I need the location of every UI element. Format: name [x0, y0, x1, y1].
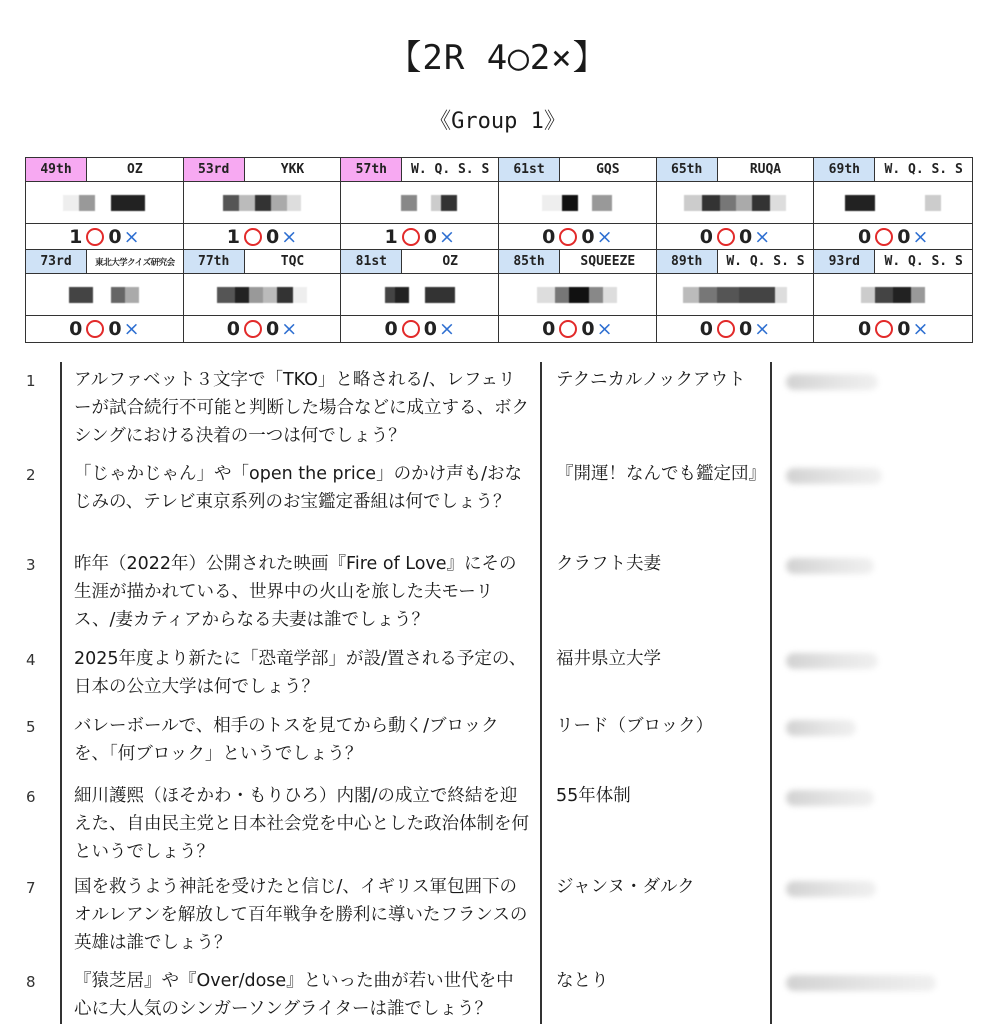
correct-count: 0 [384, 318, 398, 340]
correct-count: 1 [384, 225, 398, 248]
circle-icon [244, 320, 262, 338]
circle-icon [717, 228, 735, 246]
redaction-block [417, 195, 431, 211]
correct-count: 0 [699, 318, 714, 340]
redaction-block [263, 287, 277, 303]
player-name-redacted [184, 182, 341, 224]
player-header [184, 250, 341, 274]
player-header [341, 250, 498, 274]
correct-count: 0 [699, 225, 714, 248]
seed-label: 53rd [184, 158, 245, 181]
player-name-redacted [499, 274, 656, 316]
player-header [657, 158, 814, 182]
wrong-count-zero: 0 [423, 225, 437, 248]
team-label: W. Q. S. S [411, 162, 490, 177]
cross-icon: × [912, 225, 929, 248]
redaction-block [95, 195, 111, 211]
player-name-redacted [341, 182, 498, 224]
question-number: 6 [26, 788, 36, 806]
correct-count: 1 [226, 225, 241, 248]
redaction-block [537, 287, 555, 303]
player-header [814, 158, 972, 182]
redaction-block [93, 287, 111, 303]
redaction-block [395, 287, 409, 303]
redaction-block [223, 195, 239, 211]
redaction-block [736, 195, 752, 211]
redaction-block [63, 195, 79, 211]
player-name-redacted [341, 274, 498, 316]
redaction-block [702, 195, 720, 211]
redaction-block [431, 195, 441, 211]
player-score [26, 316, 183, 342]
question-number: 3 [26, 556, 36, 574]
cross-icon: × [281, 225, 298, 248]
question-text: 2025年度より新たに「恐竜学部」が設/置される予定の、日本の公立大学は何でしょう？ [74, 649, 527, 697]
redaction-block [717, 287, 739, 303]
correct-count: 0 [857, 318, 872, 340]
player-cell [341, 158, 499, 250]
player-cell [814, 158, 972, 250]
redaction-block [562, 195, 578, 211]
player-cell [26, 158, 184, 250]
seed-label: 49th [26, 158, 87, 181]
wrong-count-zero: 0 [897, 225, 911, 248]
team-label: W. Q. S. S [726, 254, 805, 269]
seed-label: 89th [657, 250, 718, 273]
redacted-note [786, 653, 878, 669]
player-header [184, 158, 341, 182]
redaction-block [592, 195, 612, 211]
wrong-count-zero: 0 [897, 318, 911, 340]
redaction-block [684, 195, 702, 211]
player-header [341, 158, 498, 182]
redaction-block [287, 195, 301, 211]
redaction-block [770, 195, 786, 211]
answer-text: テクニカルノックアウト [556, 370, 746, 390]
player-score [26, 224, 183, 249]
team-label: RUQA [749, 162, 782, 177]
player-header [657, 250, 814, 274]
seed-label: 93rd [814, 250, 875, 273]
wrong-count-zero: 0 [266, 318, 280, 340]
player-header [499, 250, 656, 274]
player-score [341, 224, 498, 249]
player-name-redacted [26, 274, 183, 316]
cross-icon: × [438, 225, 455, 248]
question-text: 『猿芝居』や『Over/dose』といった曲が若い世代を中心に大人気のシンガーソングライターは誰でしょう？ [74, 971, 514, 1019]
circle-icon [717, 320, 735, 338]
column-divider [770, 362, 772, 1024]
seed-label: 69th [814, 158, 875, 181]
redacted-note [786, 374, 878, 390]
player-score [184, 316, 341, 342]
player-header [814, 250, 972, 274]
player-score [657, 316, 814, 342]
wrong-count-zero: 0 [108, 318, 122, 340]
player-name-redacted [814, 182, 972, 224]
wrong-count-zero: 0 [739, 318, 753, 340]
circle-icon [86, 320, 104, 338]
circle-icon [875, 320, 893, 338]
redaction-block [293, 287, 307, 303]
redaction-block [217, 287, 235, 303]
redaction-block [569, 287, 589, 303]
redacted-note [786, 975, 936, 991]
wrong-count-zero: 0 [739, 225, 753, 248]
question-text: 国を救うよう神託を受けたと信じ/、イギリス軍包囲下のオルレアンを解放して百年戦争を勝利に導いたフランスの英雄は誰でしょう？ [74, 877, 528, 953]
page-title: 【2R 4◯2×】 [387, 38, 608, 78]
player-score [657, 224, 814, 249]
correct-count: 0 [542, 318, 556, 340]
team-label: OZ [442, 254, 458, 269]
redacted-note [786, 720, 856, 736]
player-cell [184, 158, 342, 250]
player-cell [499, 250, 657, 342]
question-text: 「じゃかじゃん」や「open the price」のかけ声も/おなじみの、テレビ東京系列のお宝鑑定番組は何でしょう？ [74, 464, 522, 512]
redaction-block [125, 287, 139, 303]
redaction-block [739, 287, 775, 303]
answer-text: ジャンヌ・ダルク [556, 877, 695, 897]
team-label: OZ [127, 162, 143, 177]
cross-icon: × [123, 225, 140, 248]
player-header [26, 250, 183, 274]
redaction-block [249, 287, 263, 303]
correct-count: 1 [69, 225, 83, 248]
player-score [184, 224, 341, 249]
redaction-block [845, 195, 875, 211]
player-name-redacted [499, 182, 656, 224]
answer-text: クラフト夫妻 [556, 554, 661, 574]
redaction-block [861, 287, 875, 303]
redaction-block [255, 195, 271, 211]
player-score [814, 224, 972, 249]
seed-label: 65th [657, 158, 718, 181]
redacted-note [786, 881, 876, 897]
player-header [499, 158, 656, 182]
circle-icon [875, 228, 893, 246]
correct-count: 0 [542, 225, 556, 248]
question-number: 1 [26, 372, 36, 390]
player-cell [26, 250, 184, 342]
redaction-block [752, 195, 770, 211]
redaction-block [911, 287, 925, 303]
question-number: 5 [26, 718, 36, 736]
player-cell [814, 250, 972, 342]
seed-label: 77th [184, 250, 245, 273]
team-label: W. Q. S. S [884, 162, 963, 177]
cross-icon: × [123, 318, 140, 340]
circle-icon [244, 228, 262, 246]
redaction-block [699, 287, 717, 303]
wrong-count-zero: 0 [266, 225, 280, 248]
redaction-block [683, 287, 699, 303]
score-board [25, 157, 973, 343]
team-label: SQUEEZE [580, 254, 636, 269]
redaction-block [409, 287, 425, 303]
redaction-block [277, 287, 293, 303]
correct-count: 0 [69, 318, 83, 340]
redaction-block [401, 195, 417, 211]
redaction-block [555, 287, 569, 303]
player-cell [657, 250, 815, 342]
redaction-block [69, 287, 93, 303]
player-cell [657, 158, 815, 250]
redaction-block [111, 287, 125, 303]
answer-text: 『開運！なんでも鑑定団』 [556, 464, 766, 484]
cross-icon: × [281, 318, 298, 340]
redaction-block [425, 287, 455, 303]
correct-count: 0 [226, 318, 241, 340]
wrong-count-zero: 0 [581, 318, 595, 340]
wrong-count-zero: 0 [423, 318, 437, 340]
player-name-redacted [184, 274, 341, 316]
group-title: 《Group 1》 [429, 109, 566, 134]
team-label: TQC [280, 254, 305, 269]
redaction-block [720, 195, 736, 211]
redaction-block [235, 287, 249, 303]
redaction-block [111, 195, 145, 211]
cross-icon: × [438, 318, 455, 340]
question-text: アルファベット３文字で「TKO」と略される/、レフェリーが試合続行不可能と判断した場合などに成立する、ボクシングにおける決着の一つは何でしょう？ [74, 370, 529, 446]
redaction-block [441, 195, 457, 211]
question-number: 4 [26, 651, 36, 669]
question-number: 7 [26, 879, 36, 897]
answer-text: リード（ブロック） [556, 716, 714, 736]
question-text: 細川護熙（ほそかわ・もりひろ）内閣/の成立で終結を迎えた、自由民主党と日本社会党を中心とした政治体制を何というでしょう？ [74, 786, 529, 862]
cross-icon: × [912, 318, 929, 340]
seed-label: 85th [499, 250, 560, 273]
player-name-redacted [657, 182, 814, 224]
redaction-block [893, 287, 911, 303]
redaction-block [578, 195, 592, 211]
circle-icon [402, 320, 420, 338]
redaction-block [875, 195, 925, 211]
redacted-note [786, 790, 874, 806]
seed-label: 61st [499, 158, 560, 181]
column-divider [60, 362, 62, 1024]
seed-label: 81st [341, 250, 402, 273]
question-number: 8 [26, 973, 36, 991]
cross-icon: × [754, 318, 771, 340]
answer-text: なとり [556, 971, 609, 991]
player-name-redacted [814, 274, 972, 316]
player-cell [341, 250, 499, 342]
player-score [341, 316, 498, 342]
player-header [26, 158, 183, 182]
redaction-block [775, 287, 787, 303]
redaction-block [271, 195, 287, 211]
team-label: 東北大学クイズ研究会 [95, 257, 175, 268]
redaction-block [875, 287, 893, 303]
player-name-redacted [657, 274, 814, 316]
cross-icon: × [754, 225, 771, 248]
redaction-block [385, 287, 395, 303]
question-text: 昨年（2022年）公開された映画『Fire of Love』にその生涯が描かれている、世界中の火山を旅した夫モーリス、/妻カティアからなる夫妻は誰でしょう？ [74, 554, 517, 630]
wrong-count-zero: 0 [581, 225, 595, 248]
question-number: 2 [26, 466, 36, 484]
redaction-block [79, 195, 95, 211]
answer-text: 55年体制 [556, 786, 631, 806]
team-label: YKK [280, 162, 305, 177]
redaction-block [925, 195, 941, 211]
cross-icon: × [596, 225, 613, 248]
circle-icon [86, 228, 104, 246]
player-score [499, 224, 656, 249]
redaction-block [589, 287, 603, 303]
player-score [499, 316, 656, 342]
circle-icon [559, 228, 577, 246]
player-cell [184, 250, 342, 342]
question-text: バレーボールで、相手のトスを見てから動く/ブロックを、「何ブロック」というでしょう？ [74, 716, 499, 764]
team-label: GQS [596, 162, 620, 177]
player-score [814, 316, 972, 342]
column-divider [540, 362, 542, 1024]
seed-label: 57th [341, 158, 402, 181]
redaction-block [603, 287, 617, 303]
cross-icon: × [596, 318, 613, 340]
player-cell [499, 158, 657, 250]
redacted-note [786, 558, 874, 574]
redacted-note [786, 468, 882, 484]
circle-icon [559, 320, 577, 338]
redaction-block [542, 195, 562, 211]
team-label: W. Q. S. S [884, 254, 963, 269]
answer-text: 福井県立大学 [556, 649, 661, 669]
seed-label: 73rd [26, 250, 87, 273]
redaction-block [239, 195, 255, 211]
wrong-count-zero: 0 [108, 225, 122, 248]
redaction-block [383, 195, 401, 211]
player-name-redacted [26, 182, 183, 224]
correct-count: 0 [857, 225, 872, 248]
circle-icon [402, 228, 420, 246]
